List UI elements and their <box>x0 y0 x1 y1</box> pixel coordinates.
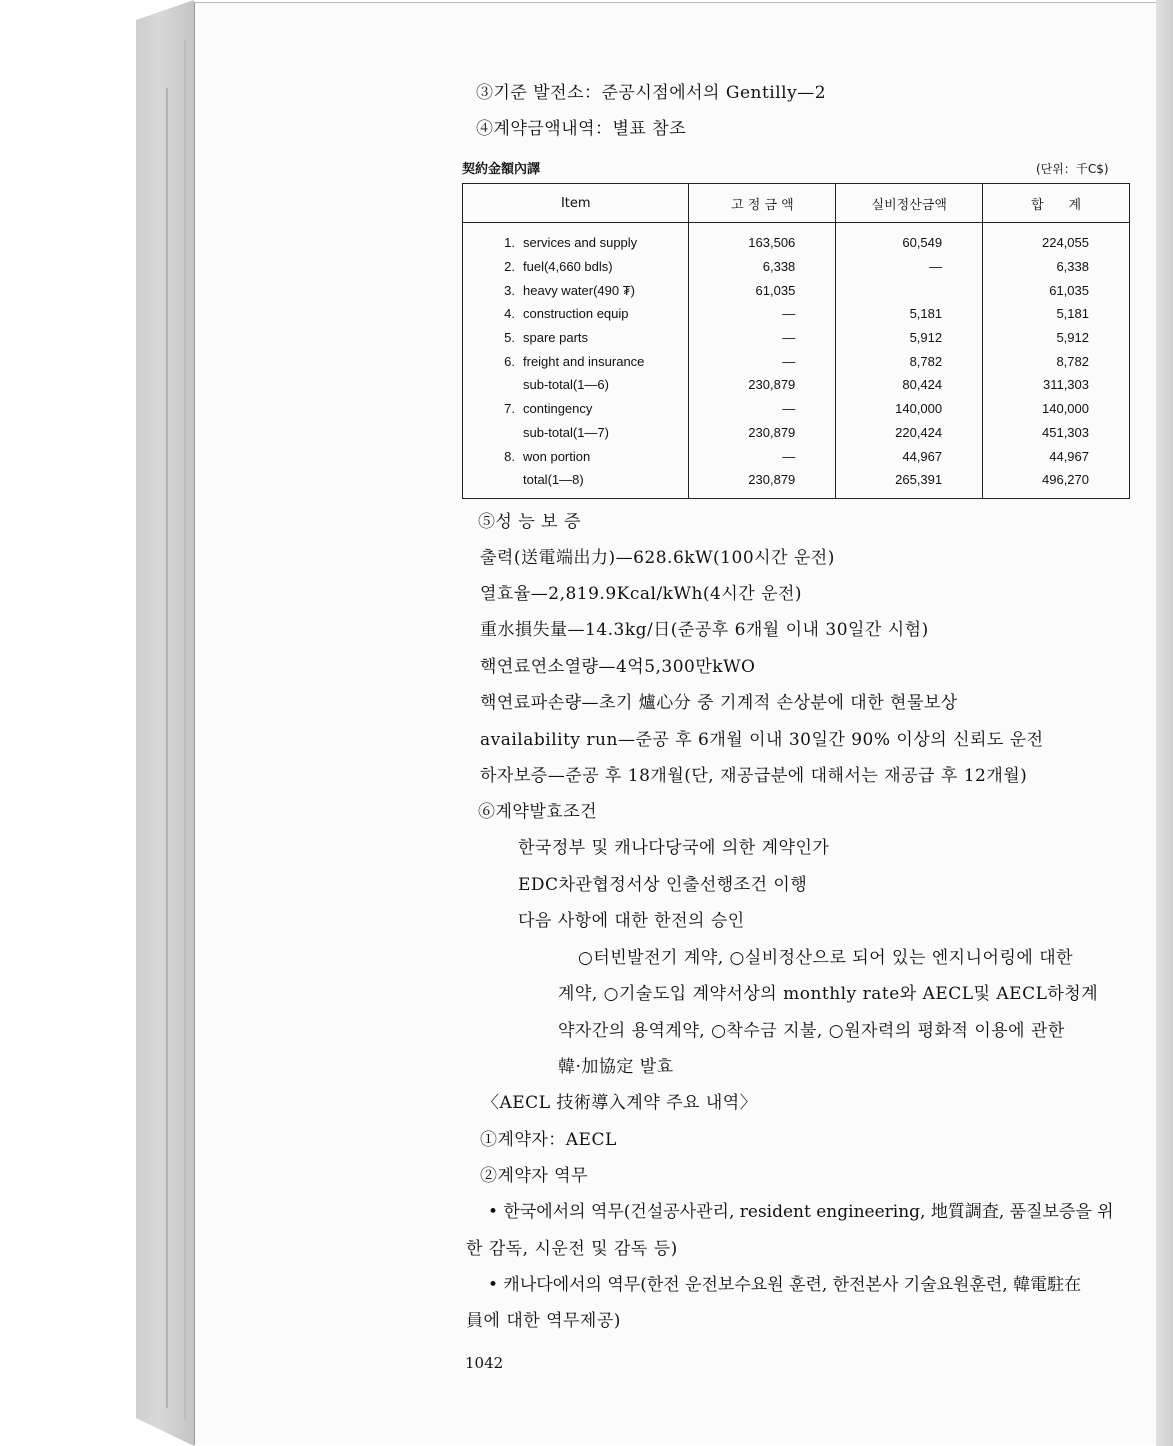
table-caption: 契約金額內譯 <box>462 162 541 177</box>
item-number: 3. <box>504 282 515 298</box>
item-label: construction equip <box>523 306 629 322</box>
text-line: 열효율—2,819.9Kcal/kWh(4시간 운전) <box>480 584 803 604</box>
column-header: 고 정 금 액 <box>689 184 836 223</box>
text-line: 계약, ○기술도입 계약서상의 monthly rate와 AECL및 AECL하청계 <box>558 984 1099 1004</box>
actual-amount-cell: 8,782 <box>836 349 983 373</box>
text-line: 핵연료연소열량—4억5,300만kWO <box>480 657 756 677</box>
total-amount-cell: 5,912 <box>983 326 1130 350</box>
item-cell <box>463 421 689 445</box>
table-row <box>463 397 1130 421</box>
item-label: contingency <box>523 401 593 417</box>
text-line: ④계약금액내역：별표 참조 <box>476 119 687 139</box>
text-line: 하자보증—준공 후 18개월(단, 재공급분에 대해서는 재공급 후 12개월) <box>480 766 1028 786</box>
table-row <box>463 278 1130 302</box>
actual-amount-cell: 140,000 <box>836 397 983 421</box>
item-cell <box>463 255 689 279</box>
actual-amount-cell: 60,549 <box>836 223 983 255</box>
item-number: 1. <box>504 235 515 251</box>
item-number: 7. <box>504 401 515 417</box>
item-cell <box>463 278 689 302</box>
total-amount-cell: 8,782 <box>983 349 1130 373</box>
item-number: 5. <box>504 330 515 346</box>
item-label: freight and insurance <box>523 353 645 369</box>
item-label: fuel(4,660 bdls) <box>523 259 613 275</box>
table-row <box>463 326 1130 350</box>
book-edge-line <box>184 40 186 1420</box>
table-row <box>463 349 1130 373</box>
contract-amount-table <box>462 183 1130 499</box>
column-header: 합 계 <box>983 184 1130 223</box>
item-label: sub-total(1—7) <box>523 424 609 440</box>
total-amount-cell: 140,000 <box>983 397 1130 421</box>
column-header: 실비정산금액 <box>836 184 983 223</box>
fixed-amount-cell: 230,879 <box>689 468 836 498</box>
item-cell <box>463 302 689 326</box>
total-amount-cell: 496,270 <box>983 468 1130 498</box>
fixed-amount-cell: 230,879 <box>689 421 836 445</box>
total-amount-cell: 311,303 <box>983 373 1130 397</box>
item-cell <box>463 223 689 255</box>
table-header-row <box>463 184 1130 223</box>
text-line: 員에 대한 역무제공) <box>466 1311 621 1331</box>
actual-amount-cell <box>836 278 983 302</box>
total-amount-cell: 5,181 <box>983 302 1130 326</box>
page-number: 1042 <box>465 1354 504 1372</box>
fixed-amount-cell: — <box>689 444 836 468</box>
total-amount-cell: 451,303 <box>983 421 1130 445</box>
item-cell <box>463 444 689 468</box>
fixed-amount-cell: — <box>689 326 836 350</box>
column-header: Item <box>463 184 689 223</box>
item-label: spare parts <box>523 330 589 346</box>
actual-amount-cell: 265,391 <box>836 468 983 498</box>
text-line: 한 감독, 시운전 및 감독 등) <box>466 1239 678 1259</box>
bullet-line: • 캐나다에서의 역무(한전 운전보수요원 훈련, 한전본사 기술요원훈련, 韓電駐在 <box>488 1275 1082 1295</box>
item-label: sub-total(1—6) <box>523 377 609 393</box>
text-line: ○터빈발전기 계약, ○실비정산으로 되어 있는 엔지니어링에 대한 <box>578 948 1074 968</box>
total-amount-cell: 224,055 <box>983 223 1130 255</box>
fixed-amount-cell: — <box>689 397 836 421</box>
section-heading: ⑤성 능 보 증 <box>478 512 581 532</box>
actual-amount-cell: — <box>836 255 983 279</box>
bullet-line: • 한국에서의 역무(건설공사관리, resident engineering, 地質調査, 품질보증을 위 <box>488 1202 1114 1222</box>
item-label: won portion <box>523 448 591 464</box>
text-line: 핵연료파손량—초기 爐心分 중 기계적 손상분에 대한 현물보상 <box>480 693 958 713</box>
item-number: 8. <box>504 448 515 464</box>
text-line: ②계약자 역무 <box>480 1166 589 1186</box>
fixed-amount-cell: 230,879 <box>689 373 836 397</box>
section-heading: ⑥계약발효조건 <box>478 802 598 822</box>
actual-amount-cell: 44,967 <box>836 444 983 468</box>
section-heading: 〈AECL 技術導入계약 주요 내역〉 <box>482 1093 758 1113</box>
item-cell <box>463 373 689 397</box>
fixed-amount-cell: 163,506 <box>689 223 836 255</box>
text-line: availability run—준공 후 6개월 이내 30일간 90% 이상의 신뢰도 운전 <box>480 730 1044 750</box>
total-amount-cell: 61,035 <box>983 278 1130 302</box>
fixed-amount-cell: — <box>689 302 836 326</box>
table-row <box>463 255 1130 279</box>
item-number: 4. <box>504 306 515 322</box>
text-line: ①계약자：AECL <box>480 1130 617 1150</box>
text-line: ③기준 발전소：준공시점에서의 Gentilly—2 <box>476 83 827 103</box>
actual-amount-cell: 5,181 <box>836 302 983 326</box>
table-unit: (단위：千C$) <box>1036 162 1109 176</box>
fixed-amount-cell: — <box>689 349 836 373</box>
item-cell <box>463 326 689 350</box>
total-amount-cell: 6,338 <box>983 255 1130 279</box>
item-cell <box>463 397 689 421</box>
text-line: 출력(送電端出力)—628.6kW(100시간 운전) <box>480 548 835 568</box>
item-number: 6. <box>504 353 515 369</box>
item-label: heavy water(490 ₮) <box>523 282 635 298</box>
actual-amount-cell: 80,424 <box>836 373 983 397</box>
text-line: 韓·加協定 발효 <box>558 1057 674 1077</box>
item-cell <box>463 468 689 498</box>
item-number: 2. <box>504 259 515 275</box>
text-line: 약자간의 용역계약, ○착수금 지불, ○원자력의 평화적 이용에 관한 <box>558 1021 1065 1041</box>
book-edge-line <box>166 88 168 1408</box>
table-row <box>463 421 1130 445</box>
table-row <box>463 302 1130 326</box>
text-line: 다음 사항에 대한 한전의 승인 <box>518 911 745 931</box>
text-line: 重水損失量—14.3kg/日(준공후 6개월 이내 30일간 시험) <box>480 620 929 640</box>
item-label: services and supply <box>523 235 638 251</box>
item-cell <box>463 349 689 373</box>
table-row <box>463 468 1130 498</box>
page-right-edge <box>1156 0 1173 1446</box>
item-label: total(1—8) <box>523 472 584 488</box>
fixed-amount-cell: 61,035 <box>689 278 836 302</box>
text-line: EDC차관협정서상 인출선행조건 이행 <box>518 875 808 895</box>
total-amount-cell: 44,967 <box>983 444 1130 468</box>
actual-amount-cell: 5,912 <box>836 326 983 350</box>
actual-amount-cell: 220,424 <box>836 421 983 445</box>
table-row <box>463 373 1130 397</box>
text-line: 한국정부 및 캐나다당국에 의한 계약인가 <box>518 838 830 858</box>
fixed-amount-cell: 6,338 <box>689 255 836 279</box>
table-row <box>463 223 1130 255</box>
table-row <box>463 444 1130 468</box>
